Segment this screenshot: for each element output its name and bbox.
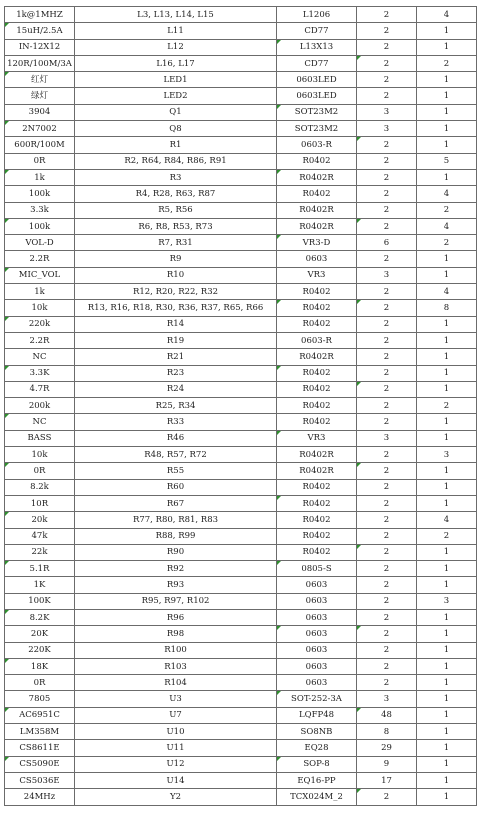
designator-cell: U11 — [75, 740, 277, 756]
table-row — [5, 23, 477, 39]
table-row — [5, 300, 477, 316]
comment-cell: 0R — [5, 675, 75, 691]
quantity-cell: 1 — [417, 642, 477, 658]
quantity-cell: 1 — [417, 430, 477, 446]
table-row — [5, 202, 477, 218]
designator-cell: R1 — [75, 137, 277, 153]
comment-cell: 1K — [5, 577, 75, 593]
footprint-cell: L13X13 — [277, 39, 357, 55]
table-row — [5, 512, 477, 528]
pins-cell: 3 — [357, 267, 417, 283]
quantity-cell: 1 — [417, 381, 477, 397]
designator-cell: R14 — [75, 316, 277, 332]
table-row — [5, 365, 477, 381]
footprint-cell: R0402 — [277, 414, 357, 430]
comment-cell: 1k — [5, 284, 75, 300]
footprint-cell: 0603-R — [277, 137, 357, 153]
footprint-cell: R0402R — [277, 169, 357, 185]
footprint-cell: CD77 — [277, 55, 357, 71]
comment-cell: 20K — [5, 626, 75, 642]
footprint-cell: R0402 — [277, 186, 357, 202]
table-row — [5, 284, 477, 300]
pins-cell: 2 — [357, 544, 417, 560]
footprint-cell: 0603LED — [277, 72, 357, 88]
table-row — [5, 316, 477, 332]
pins-cell: 2 — [357, 186, 417, 202]
quantity-cell: 1 — [417, 316, 477, 332]
footprint-cell: VR3 — [277, 267, 357, 283]
quantity-cell: 1 — [417, 756, 477, 772]
pins-cell: 2 — [357, 23, 417, 39]
table-row — [5, 72, 477, 88]
designator-cell: U10 — [75, 724, 277, 740]
quantity-cell: 4 — [417, 218, 477, 234]
pins-cell: 2 — [357, 577, 417, 593]
footprint-cell: R0402R — [277, 447, 357, 463]
footprint-cell: VR3 — [277, 430, 357, 446]
footprint-cell: 0603 — [277, 577, 357, 593]
designator-cell: R7, R31 — [75, 235, 277, 251]
comment-cell: 3904 — [5, 104, 75, 120]
footprint-cell: R0402 — [277, 153, 357, 169]
table-row — [5, 169, 477, 185]
pins-cell: 2 — [357, 675, 417, 691]
comment-cell: 220k — [5, 316, 75, 332]
bom-table — [4, 6, 477, 806]
comment-cell: CS5090E — [5, 756, 75, 772]
table-row — [5, 724, 477, 740]
footprint-cell: SOT23M2 — [277, 104, 357, 120]
pins-cell: 2 — [357, 332, 417, 348]
designator-cell: U14 — [75, 772, 277, 788]
comment-cell: 0R — [5, 153, 75, 169]
comment-cell: CS5036E — [5, 772, 75, 788]
comment-cell: 2.2R — [5, 251, 75, 267]
pins-cell: 2 — [357, 137, 417, 153]
footprint-cell: 0603 — [277, 626, 357, 642]
pins-cell: 2 — [357, 251, 417, 267]
footprint-cell: SOP-8 — [277, 756, 357, 772]
quantity-cell: 1 — [417, 267, 477, 283]
pins-cell: 2 — [357, 528, 417, 544]
comment-cell: VOL-D — [5, 235, 75, 251]
pins-cell: 2 — [357, 463, 417, 479]
footprint-cell: SO8NB — [277, 724, 357, 740]
comment-cell: 15uH/2.5A — [5, 23, 75, 39]
pins-cell: 2 — [357, 609, 417, 625]
pins-cell: 2 — [357, 72, 417, 88]
quantity-cell: 1 — [417, 332, 477, 348]
designator-cell: R98 — [75, 626, 277, 642]
designator-cell: L11 — [75, 23, 277, 39]
designator-cell: R95, R97, R102 — [75, 593, 277, 609]
quantity-cell: 1 — [417, 169, 477, 185]
table-row — [5, 430, 477, 446]
pins-cell: 2 — [357, 88, 417, 104]
quantity-cell: 2 — [417, 235, 477, 251]
footprint-cell: R0402 — [277, 479, 357, 495]
footprint-cell: VR3-D — [277, 235, 357, 251]
table-row — [5, 447, 477, 463]
comment-cell: 8.2K — [5, 609, 75, 625]
footprint-cell: 0603 — [277, 642, 357, 658]
pins-cell: 2 — [357, 789, 417, 805]
comment-cell: 20k — [5, 512, 75, 528]
pins-cell: 2 — [357, 153, 417, 169]
quantity-cell: 1 — [417, 349, 477, 365]
comment-cell: 100k — [5, 186, 75, 202]
comment-cell: 200k — [5, 398, 75, 414]
designator-cell: R67 — [75, 495, 277, 511]
quantity-cell: 1 — [417, 39, 477, 55]
designator-cell: R10 — [75, 267, 277, 283]
comment-cell: MIC_VOL — [5, 267, 75, 283]
quantity-cell: 1 — [417, 789, 477, 805]
pins-cell: 2 — [357, 218, 417, 234]
comment-cell: 47k — [5, 528, 75, 544]
pins-cell: 2 — [357, 512, 417, 528]
designator-cell: R33 — [75, 414, 277, 430]
comment-cell: NC — [5, 414, 75, 430]
comment-cell: 0R — [5, 463, 75, 479]
designator-cell: R21 — [75, 349, 277, 365]
comment-cell: 22k — [5, 544, 75, 560]
comment-cell: 220K — [5, 642, 75, 658]
table-row — [5, 577, 477, 593]
comment-cell: IN-12X12 — [5, 39, 75, 55]
pins-cell: 2 — [357, 495, 417, 511]
quantity-cell: 1 — [417, 675, 477, 691]
pins-cell: 2 — [357, 169, 417, 185]
table-row — [5, 251, 477, 267]
comment-cell: CS8611E — [5, 740, 75, 756]
footprint-cell: R0402 — [277, 495, 357, 511]
comment-cell: 3.3K — [5, 365, 75, 381]
designator-cell: R4, R28, R63, R87 — [75, 186, 277, 202]
designator-cell: R103 — [75, 658, 277, 674]
table-row — [5, 740, 477, 756]
designator-cell: R88, R99 — [75, 528, 277, 544]
table-row — [5, 153, 477, 169]
comment-cell: 18K — [5, 658, 75, 674]
quantity-cell: 8 — [417, 300, 477, 316]
table-row — [5, 186, 477, 202]
quantity-cell: 3 — [417, 593, 477, 609]
quantity-cell: 1 — [417, 414, 477, 430]
designator-cell: LED2 — [75, 88, 277, 104]
footprint-cell: SOT23M2 — [277, 121, 357, 137]
footprint-cell: R0402 — [277, 528, 357, 544]
table-row — [5, 332, 477, 348]
pins-cell: 2 — [357, 642, 417, 658]
footprint-cell: TCX024M_2 — [277, 789, 357, 805]
comment-cell: 10R — [5, 495, 75, 511]
quantity-cell: 1 — [417, 772, 477, 788]
designator-cell: L16, L17 — [75, 55, 277, 71]
footprint-cell: 0805-S — [277, 561, 357, 577]
pins-cell: 29 — [357, 740, 417, 756]
footprint-cell: 0603 — [277, 251, 357, 267]
designator-cell: R23 — [75, 365, 277, 381]
pins-cell: 2 — [357, 561, 417, 577]
footprint-cell: R0402R — [277, 218, 357, 234]
table-row — [5, 609, 477, 625]
quantity-cell: 1 — [417, 479, 477, 495]
quantity-cell: 1 — [417, 137, 477, 153]
table-row — [5, 7, 477, 23]
comment-cell: NC — [5, 349, 75, 365]
pins-cell: 3 — [357, 104, 417, 120]
table-row — [5, 528, 477, 544]
quantity-cell: 1 — [417, 626, 477, 642]
comment-cell: 10k — [5, 447, 75, 463]
pins-cell: 8 — [357, 724, 417, 740]
comment-cell: 24MHz — [5, 789, 75, 805]
quantity-cell: 1 — [417, 104, 477, 120]
comment-cell: 1k@1MHZ — [5, 7, 75, 23]
quantity-cell: 1 — [417, 658, 477, 674]
table-row — [5, 121, 477, 137]
pins-cell: 2 — [357, 7, 417, 23]
footprint-cell: R0402R — [277, 349, 357, 365]
quantity-cell: 2 — [417, 202, 477, 218]
comment-cell: 5.1R — [5, 561, 75, 577]
pins-cell: 2 — [357, 447, 417, 463]
table-row — [5, 235, 477, 251]
comment-cell: 100k — [5, 218, 75, 234]
quantity-cell: 3 — [417, 447, 477, 463]
quantity-cell: 1 — [417, 251, 477, 267]
designator-cell: R19 — [75, 332, 277, 348]
footprint-cell: 0603LED — [277, 88, 357, 104]
pins-cell: 2 — [357, 349, 417, 365]
designator-cell: R5, R56 — [75, 202, 277, 218]
comment-cell: 4.7R — [5, 381, 75, 397]
designator-cell: R104 — [75, 675, 277, 691]
quantity-cell: 2 — [417, 398, 477, 414]
bom-table-body — [5, 7, 477, 806]
footprint-cell: R0402 — [277, 365, 357, 381]
pins-cell: 2 — [357, 381, 417, 397]
designator-cell: R9 — [75, 251, 277, 267]
table-row — [5, 39, 477, 55]
comment-cell: 红灯 — [5, 72, 75, 88]
quantity-cell: 4 — [417, 186, 477, 202]
footprint-cell: 0603 — [277, 658, 357, 674]
quantity-cell: 1 — [417, 72, 477, 88]
pins-cell: 17 — [357, 772, 417, 788]
pins-cell: 2 — [357, 593, 417, 609]
comment-cell: 100K — [5, 593, 75, 609]
table-row — [5, 691, 477, 707]
table-row — [5, 756, 477, 772]
designator-cell: R46 — [75, 430, 277, 446]
footprint-cell: EQ16-PP — [277, 772, 357, 788]
designator-cell: L3, L13, L14, L15 — [75, 7, 277, 23]
designator-cell: R96 — [75, 609, 277, 625]
footprint-cell: 0603 — [277, 675, 357, 691]
quantity-cell: 2 — [417, 528, 477, 544]
footprint-cell: 0603 — [277, 593, 357, 609]
pins-cell: 3 — [357, 691, 417, 707]
table-row — [5, 137, 477, 153]
footprint-cell: 0603-R — [277, 332, 357, 348]
table-row — [5, 626, 477, 642]
quantity-cell: 5 — [417, 153, 477, 169]
footprint-cell: R0402 — [277, 284, 357, 300]
designator-cell: R92 — [75, 561, 277, 577]
comment-cell: 2.2R — [5, 332, 75, 348]
quantity-cell: 1 — [417, 577, 477, 593]
quantity-cell: 4 — [417, 7, 477, 23]
designator-cell: R2, R64, R84, R86, R91 — [75, 153, 277, 169]
designator-cell: R100 — [75, 642, 277, 658]
table-row — [5, 218, 477, 234]
table-row — [5, 642, 477, 658]
table-row — [5, 495, 477, 511]
designator-cell: R55 — [75, 463, 277, 479]
quantity-cell: 1 — [417, 463, 477, 479]
designator-cell: U7 — [75, 707, 277, 723]
comment-cell: AC6951C — [5, 707, 75, 723]
pins-cell: 3 — [357, 430, 417, 446]
designator-cell: R25, R34 — [75, 398, 277, 414]
comment-cell: 7805 — [5, 691, 75, 707]
comment-cell: 120R/100M/3A — [5, 55, 75, 71]
designator-cell: Y2 — [75, 789, 277, 805]
table-row — [5, 593, 477, 609]
table-row — [5, 349, 477, 365]
comment-cell: 1k — [5, 169, 75, 185]
footprint-cell: R0402 — [277, 398, 357, 414]
designator-cell: U12 — [75, 756, 277, 772]
table-row — [5, 544, 477, 560]
comment-cell: 8.2k — [5, 479, 75, 495]
designator-cell: LED1 — [75, 72, 277, 88]
quantity-cell: 1 — [417, 707, 477, 723]
table-row — [5, 658, 477, 674]
footprint-cell: EQ28 — [277, 740, 357, 756]
designator-cell: Q1 — [75, 104, 277, 120]
pins-cell: 2 — [357, 414, 417, 430]
designator-cell: U3 — [75, 691, 277, 707]
footprint-cell: R0402 — [277, 544, 357, 560]
pins-cell: 2 — [357, 316, 417, 332]
designator-cell: R48, R57, R72 — [75, 447, 277, 463]
designator-cell: R13, R16, R18, R30, R36, R37, R65, R66 — [75, 300, 277, 316]
table-row — [5, 55, 477, 71]
table-row — [5, 414, 477, 430]
pins-cell: 2 — [357, 658, 417, 674]
quantity-cell: 2 — [417, 55, 477, 71]
footprint-cell: R0402R — [277, 463, 357, 479]
designator-cell: R60 — [75, 479, 277, 495]
table-row — [5, 561, 477, 577]
pins-cell: 6 — [357, 235, 417, 251]
pins-cell: 2 — [357, 284, 417, 300]
designator-cell: R3 — [75, 169, 277, 185]
comment-cell: 600R/100M — [5, 137, 75, 153]
pins-cell: 2 — [357, 365, 417, 381]
table-row — [5, 463, 477, 479]
footprint-cell: CD77 — [277, 23, 357, 39]
pins-cell: 2 — [357, 39, 417, 55]
pins-cell: 2 — [357, 300, 417, 316]
footprint-cell: R0402 — [277, 316, 357, 332]
quantity-cell: 1 — [417, 561, 477, 577]
pins-cell: 9 — [357, 756, 417, 772]
footprint-cell: L1206 — [277, 7, 357, 23]
pins-cell: 2 — [357, 479, 417, 495]
footprint-cell: 0603 — [277, 609, 357, 625]
footprint-cell: LQFP48 — [277, 707, 357, 723]
table-row — [5, 88, 477, 104]
quantity-cell: 1 — [417, 691, 477, 707]
comment-cell: 绿灯 — [5, 88, 75, 104]
designator-cell: Q8 — [75, 121, 277, 137]
designator-cell: R24 — [75, 381, 277, 397]
table-row — [5, 479, 477, 495]
designator-cell: R12, R20, R22, R32 — [75, 284, 277, 300]
comment-cell: 10k — [5, 300, 75, 316]
designator-cell: L12 — [75, 39, 277, 55]
table-row — [5, 772, 477, 788]
comment-cell: LM358M — [5, 724, 75, 740]
table-row — [5, 789, 477, 805]
table-row — [5, 267, 477, 283]
designator-cell: R90 — [75, 544, 277, 560]
comment-cell: 2N7002 — [5, 121, 75, 137]
footprint-cell: R0402R — [277, 202, 357, 218]
footprint-cell: R0402 — [277, 381, 357, 397]
quantity-cell: 1 — [417, 724, 477, 740]
quantity-cell: 4 — [417, 284, 477, 300]
quantity-cell: 1 — [417, 88, 477, 104]
table-row — [5, 104, 477, 120]
quantity-cell: 1 — [417, 23, 477, 39]
quantity-cell: 1 — [417, 544, 477, 560]
quantity-cell: 1 — [417, 121, 477, 137]
designator-cell: R6, R8, R53, R73 — [75, 218, 277, 234]
quantity-cell: 1 — [417, 495, 477, 511]
pins-cell: 3 — [357, 121, 417, 137]
pins-cell: 2 — [357, 626, 417, 642]
comment-cell: BASS — [5, 430, 75, 446]
quantity-cell: 1 — [417, 740, 477, 756]
comment-cell: 3.3k — [5, 202, 75, 218]
pins-cell: 2 — [357, 55, 417, 71]
pins-cell: 2 — [357, 202, 417, 218]
footprint-cell: R0402 — [277, 300, 357, 316]
footprint-cell: SOT-252-3A — [277, 691, 357, 707]
table-row — [5, 398, 477, 414]
quantity-cell: 1 — [417, 365, 477, 381]
designator-cell: R77, R80, R81, R83 — [75, 512, 277, 528]
designator-cell: R93 — [75, 577, 277, 593]
table-row — [5, 675, 477, 691]
quantity-cell: 1 — [417, 609, 477, 625]
pins-cell: 2 — [357, 398, 417, 414]
pins-cell: 48 — [357, 707, 417, 723]
quantity-cell: 4 — [417, 512, 477, 528]
table-row — [5, 381, 477, 397]
footprint-cell: R0402 — [277, 512, 357, 528]
table-row — [5, 707, 477, 723]
